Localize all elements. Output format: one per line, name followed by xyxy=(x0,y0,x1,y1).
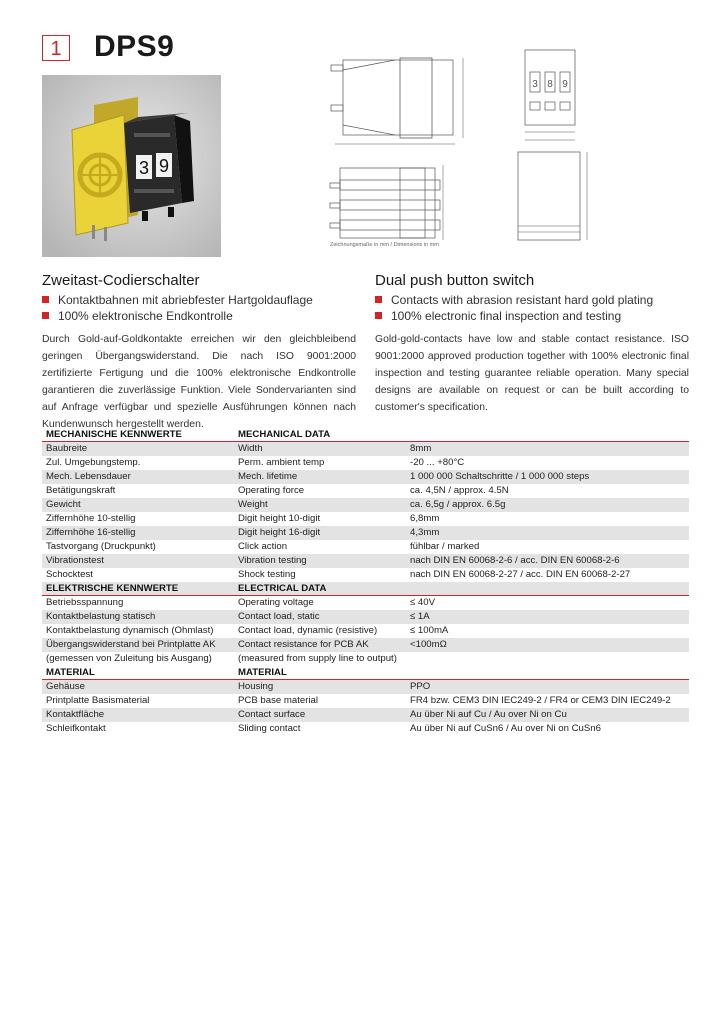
spec-table xyxy=(42,426,689,738)
svg-text:3: 3 xyxy=(532,79,538,90)
table-row: Betätigungskraft Operating force ca. 4,5N / approx. 4.5N xyxy=(46,485,509,496)
technical-drawings xyxy=(325,40,685,265)
table-row: Zul. Umgebungstemp. Perm. ambient temp -20 ... +80°C xyxy=(46,457,465,468)
heading-en: Dual push button switch xyxy=(375,272,535,289)
bullet-de-2: 100% elektronische Endkontrolle xyxy=(42,309,233,323)
product-title: DPS9 xyxy=(94,30,175,63)
table-row: (gemessen von Zuleitung bis Ausgang) (measured from supply line to output) xyxy=(46,653,397,664)
page-number: 1 xyxy=(42,35,70,61)
section-header-material: MATERIAL MATERIAL xyxy=(46,667,287,678)
table-row: Mech. Lebensdauer Mech. lifetime 1 000 000 Schaltschritte / 1 000 000 steps xyxy=(42,470,689,484)
svg-text:9: 9 xyxy=(562,79,568,90)
table-row: Vibrationstest Vibration testing nach DIN EN 60068-2-6 / acc. DIN EN 60068-2-6 xyxy=(42,554,689,568)
drawing-caption: Zeichnungsmaße in mm / Dimensions in mm xyxy=(330,242,439,248)
paragraph-de: Durch Gold-auf-Goldkontakte erreichen wir den gleichbleibend geringen Übergangswiderstand. Die nach ISO 9001:2000 zertifizierte Fertigung und die 100% elektronische Endkontrolle garantieren die zuverlässige Funktion. Viele Sondervarianten sind auf Anfrage verfügbar und spezielle Ausführungen können nach Kundenwunsch hergestellt werden. xyxy=(42,334,356,430)
table-row: Gehäuse Housing PPO xyxy=(42,680,689,694)
table-row: Ziffernhöhe 10-stellig Digit height 10-digit 6,8mm xyxy=(46,513,440,524)
section-header-mechanical: MECHANISCHE KENNWERTE MECHANICAL DATA xyxy=(46,429,331,440)
switch-illustration xyxy=(42,75,221,257)
svg-text:3: 3 xyxy=(138,158,150,178)
svg-text:8: 8 xyxy=(547,79,553,90)
paragraph-en: Gold-gold-contacts have low and stable contact resistance. ISO 9001:2000 approved production together with 100% electronic final inspection and testing guarantee reliable operation. Many special designs are available on request or can be built according to customer's specification. xyxy=(375,334,689,413)
bullet-en-2: 100% electronic final inspection and testing xyxy=(375,309,621,323)
svg-text:9: 9 xyxy=(158,156,170,176)
table-row: Schocktest Shock testing nach DIN EN 60068-2-27 / acc. DIN EN 60068-2-27 xyxy=(46,569,631,580)
table-row: Kontaktfläche Contact surface Au über Ni auf Cu / Au over Ni on Cu xyxy=(42,708,689,722)
table-row: Betriebsspannung Operating voltage ≤ 40V xyxy=(46,597,436,608)
table-row: Kontaktbelastung dynamisch (Ohmlast) Contact load, dynamic (resistive) ≤ 100mA xyxy=(46,625,449,636)
table-row: Kontaktbelastung statisch Contact load, static ≤ 1A xyxy=(42,610,689,624)
bullet-square-icon xyxy=(42,312,49,319)
table-row: Baubreite Width 8mm xyxy=(42,442,689,456)
table-row: Printplatte Basismaterial PCB base material FR4 bzw. CEM3 DIN IEC249-2 / FR4 or CEM3 DIN IEC249-2 xyxy=(46,695,671,706)
section-header-electrical: ELEKTRISCHE KENNWERTE ELECTRICAL DATA xyxy=(42,582,689,596)
bullet-en-1: Contacts with abrasion resistant hard gold plating xyxy=(375,293,653,307)
bullet-square-icon xyxy=(375,296,382,303)
table-row: Schleifkontakt Sliding contact Au über Ni auf CuSn6 / Au over Ni on CuSn6 xyxy=(46,723,601,734)
bullet-square-icon xyxy=(42,296,49,303)
table-row: Gewicht Weight ca. 6,5g / approx. 6.5g xyxy=(42,498,689,512)
table-row: Ziffernhöhe 16-stellig Digit height 16-digit 4,3mm xyxy=(42,526,689,540)
product-photo xyxy=(42,75,221,257)
bullet-de-1: Kontaktbahnen mit abriebfester Hartgoldauflage xyxy=(42,293,313,307)
table-row: Tastvorgang (Druckpunkt) Click action fühlbar / marked xyxy=(46,541,480,552)
bullet-square-icon xyxy=(375,312,382,319)
table-row: Übergangswiderstand bei Printplatte AK Contact resistance for PCB AK <100mΩ xyxy=(42,638,689,652)
heading-de: Zweitast-Codierschalter xyxy=(42,272,200,289)
